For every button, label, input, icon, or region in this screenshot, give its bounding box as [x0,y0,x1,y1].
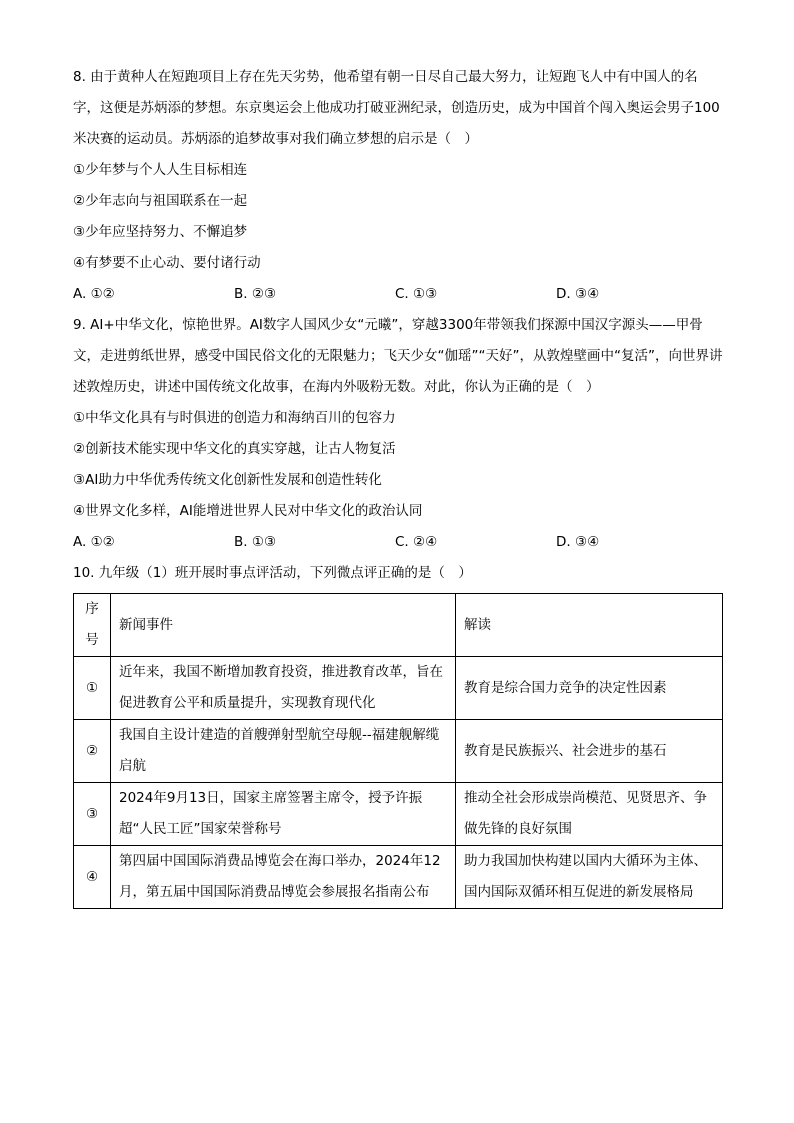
row-index: ① [74,657,111,720]
row-news-event: 我国自主设计建造的首艘弹射型航空母舰--福建舰解缆启航 [111,720,456,783]
row-news-event: 第四届中国国际消费品博览会在海口举办，2024年12月，第五届中国国际消费品博览会参展报名指南公布 [111,846,456,909]
question-9 [73,310,723,558]
table-row [74,720,723,783]
row-interpretation: 教育是民族振兴、社会进步的基石 [456,720,723,783]
question-9-stem: 9. AI+中华文化，惊艳世界。AI数字人国风少女“元曦”，穿越3300年带领我们探源中国汉字源头——甲骨文，走进剪纸世界，感受中国民俗文化的无限魅力；飞天少女“伽瑶”“天好”，从敦煌壁画中“复活”，向世界讲述敦煌历史，讲述中国传统文化故事，在海内外吸粉无数。对此，你认为正确的是（ ） [73,317,723,395]
question-8-item-2: ②少年志向与祖国联系在一起 [73,193,248,209]
exam-page [73,62,723,909]
row-interpretation: 推动全社会形成崇尚模范、见贤思齐、争做先锋的良好氛围 [456,783,723,846]
header-index: 序号 [74,594,111,657]
table-header-row [74,594,723,657]
question-8-options [73,279,723,310]
question-8-item-1: ①少年梦与个人人生目标相连 [73,162,248,178]
row-index: ② [74,720,111,783]
question-9-item-1: ①中华文化具有与时俱进的创造力和海纳百川的包容力 [73,410,396,426]
question-9-option-d[interactable]: D. ③④ [556,534,600,550]
question-8-stem: 8. 由于黄种人在短跑项目上存在先天劣势，他希望有朝一日尽自己最大努力，让短跑飞人中有中国人的名字，这便是苏炳添的梦想。东京奥运会上他成功打破亚洲纪录，创造历史，成为中国首个闯入奥运会男子100米决赛的运动员。苏炳添的追梦故事对我们确立梦想的启示是（ ） [73,69,720,147]
question-8-option-c[interactable]: C. ①③ [395,286,438,302]
question-8-item-3: ③少年应坚持努力、不懈追梦 [73,224,248,240]
table-row [74,783,723,846]
row-interpretation: 教育是综合国力竞争的决定性因素 [456,657,723,720]
question-8-option-d[interactable]: D. ③④ [556,286,600,302]
table-row [74,657,723,720]
question-9-option-a[interactable]: A. ①② [73,534,115,550]
table-row [74,846,723,909]
question-10-stem: 10. 九年级（1）班开展时事点评活动，下列微点评正确的是（ ） [73,565,472,581]
question-10 [73,558,723,909]
question-8-option-a[interactable]: A. ①② [73,286,115,302]
question-9-item-2: ②创新技术能实现中华文化的真实穿越，让古人物复活 [73,441,396,457]
row-news-event: 2024年9月13日，国家主席签署主席令，授予许振超“人民工匠”国家荣誉称号 [111,783,456,846]
question-9-item-3: ③AI助力中华优秀传统文化创新性发展和创造性转化 [73,472,382,488]
question-10-table [73,593,723,909]
row-news-event: 近年来，我国不断增加教育投资，推进教育改革，旨在促进教育公平和质量提升，实现教育现代化 [111,657,456,720]
header-news-event: 新闻事件 [111,594,456,657]
question-9-option-c[interactable]: C. ②④ [395,534,438,550]
row-index: ④ [74,846,111,909]
question-8-option-b[interactable]: B. ②③ [234,286,277,302]
question-9-options [73,527,723,558]
question-9-item-4: ④世界文化多样，AI能增进世界人民对中华文化的政治认同 [73,503,423,519]
row-interpretation: 助力我国加快构建以国内大循环为主体、国内国际双循环相互促进的新发展格局 [456,846,723,909]
question-9-option-b[interactable]: B. ①③ [234,534,277,550]
row-index: ③ [74,783,111,846]
question-8-item-4: ④有梦要不止心动、要付诸行动 [73,255,261,271]
question-8 [73,62,723,310]
header-interpretation: 解读 [456,594,723,657]
